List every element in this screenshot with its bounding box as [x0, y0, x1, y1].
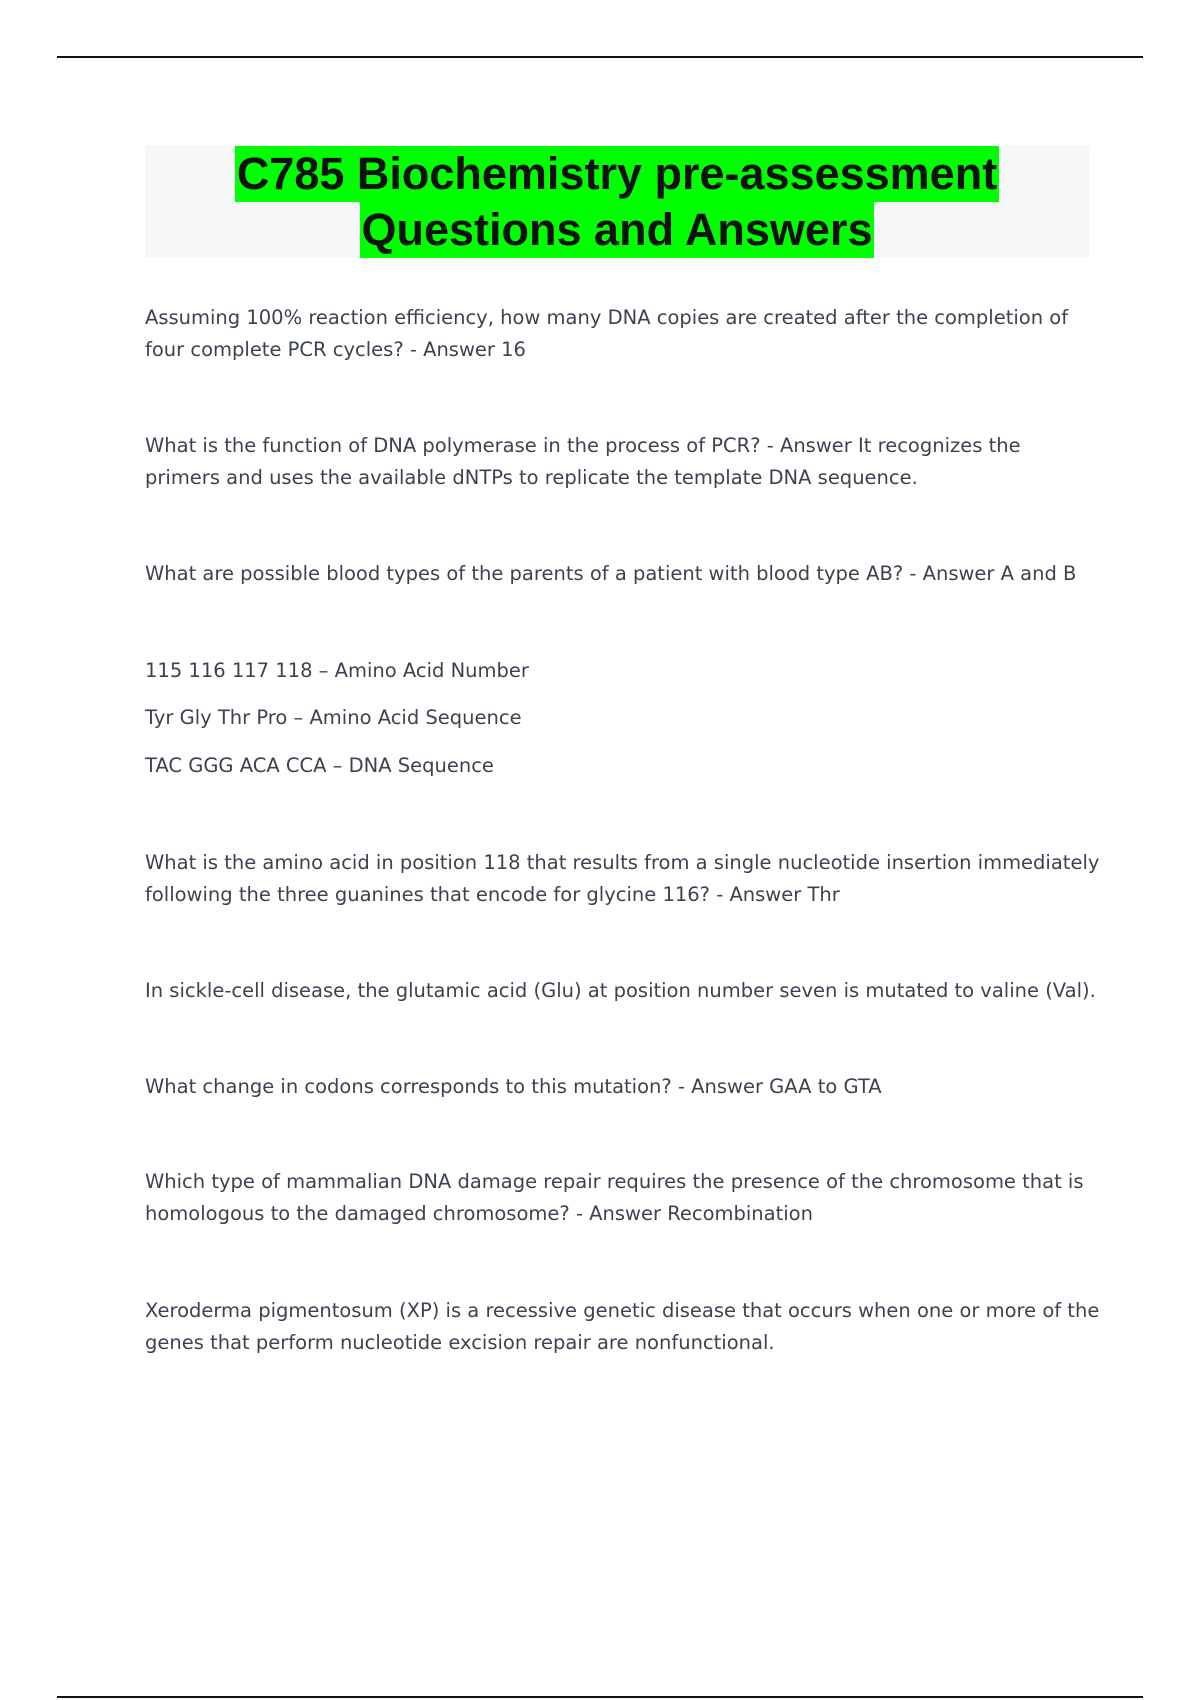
paragraph: What is the amino acid in position 118 that results from a single nucleotide insertion immediately following the three guanines that encode for glycine 116? - Answer Thr: [145, 851, 1100, 906]
amino-acid-number-line: [145, 655, 1100, 687]
paragraph: What are possible blood types of the parents of a patient with blood type AB? - Answer A and B: [145, 562, 1077, 585]
qa-pcr-copies: [145, 302, 1100, 366]
qa-dna-polymerase: [145, 430, 1100, 494]
paragraph: Which type of mammalian DNA damage repair requires the presence of the chromosome that is homologous to the damaged chromosome? - Answer Recombination: [145, 1170, 1084, 1225]
sickle-cell-statement: [145, 975, 1100, 1007]
dna-sequence-line: [145, 750, 1100, 782]
paragraph: What change in codons corresponds to this mutation? - Answer GAA to GTA: [145, 1075, 882, 1098]
top-rule: [57, 56, 1143, 58]
paragraph: Assuming 100% reaction efficiency, how many DNA copies are created after the completion of four complete PCR cycles? - Answer 16: [145, 306, 1069, 361]
paragraph: What is the function of DNA polymerase in the process of PCR? - Answer It recognizes the primers and uses the available dNTPs to replicate the template DNA sequence.: [145, 434, 1021, 489]
xeroderma-statement: [145, 1295, 1100, 1359]
qa-dna-repair-type: [145, 1166, 1100, 1230]
paragraph: In sickle-cell disease, the glutamic acid (Glu) at position number seven is mutated to valine (Val).: [145, 979, 1096, 1002]
qa-codon-change: [145, 1071, 1100, 1103]
paragraph: Tyr Gly Thr Pro – Amino Acid Sequence: [145, 706, 522, 729]
bottom-rule: [57, 1696, 1143, 1698]
qa-blood-types: [145, 558, 1100, 590]
qa-insertion-position-118: [145, 847, 1100, 911]
paragraph: TAC GGG ACA CCA – DNA Sequence: [145, 754, 494, 777]
amino-acid-sequence-line: [145, 702, 1100, 734]
paragraph: Xeroderma pigmentosum (XP) is a recessive genetic disease that occurs when one or more of the genes that perform nucleotide excision repair are nonfunctional.: [145, 1299, 1100, 1354]
title-box: [145, 145, 1089, 257]
paragraph: 115 116 117 118 – Amino Acid Number: [145, 659, 529, 682]
document-title-line-1: C785 Biochemistry pre-assessment: [235, 146, 999, 202]
document-title-line-2: Questions and Answers: [360, 202, 875, 258]
